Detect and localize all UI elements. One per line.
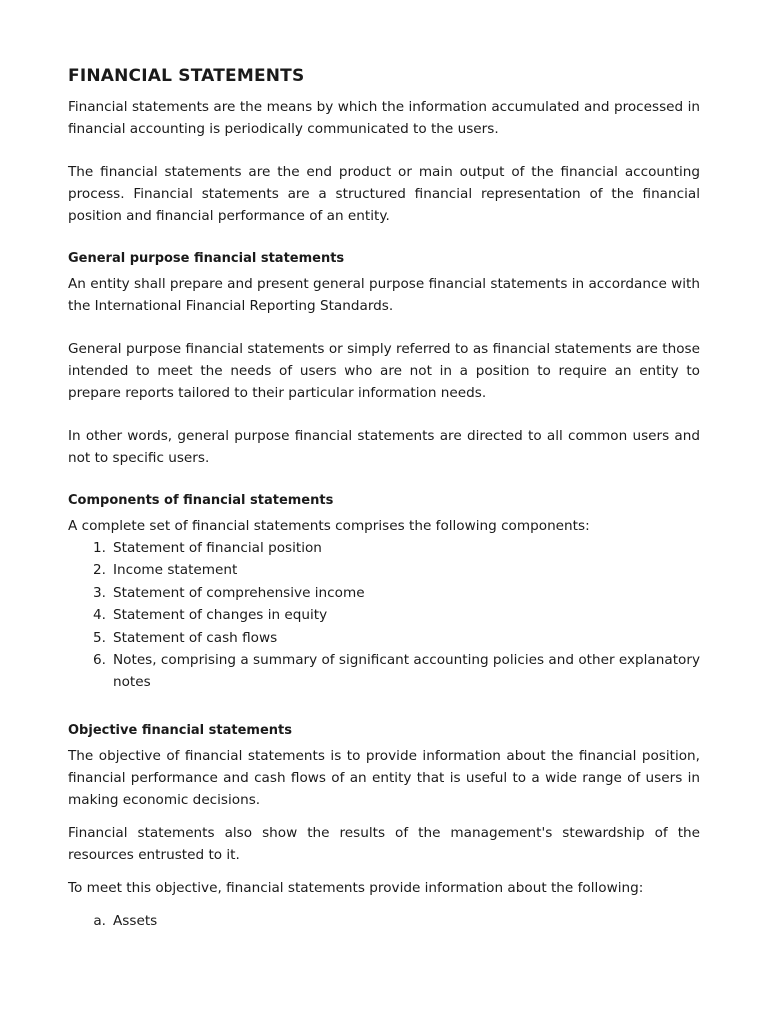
- list-item-number: 4.: [93, 607, 106, 624]
- general-purpose-paragraph-2: General purpose financial statements or simply referred to as financial statements are those intended to meet the needs of users who are not in a position to require an entity to prepare reports tailored to their particular information needs.: [68, 341, 700, 401]
- document-page: [68, 62, 700, 932]
- list-item-letter: a.: [93, 912, 106, 929]
- components-heading: Components of financial statements: [68, 493, 334, 508]
- list-item: [68, 582, 700, 604]
- general-purpose-heading: General purpose financial statements: [68, 251, 345, 266]
- general-purpose-paragraph-3: In other words, general purpose financial statements are directed to all common users and not to specific users.: [68, 428, 700, 466]
- objective-paragraph-3: To meet this objective, financial statements provide information about the following:: [68, 879, 644, 896]
- list-item: [68, 559, 700, 581]
- list-item: [68, 910, 700, 932]
- list-item-text: Notes, comprising a summary of significant accounting policies and other explanatory notes: [113, 652, 700, 691]
- intro-paragraph-1: Financial statements are the means by which the information accumulated and processed in financial accounting is periodically communicated to the users.: [68, 99, 700, 137]
- objective-paragraph-1: The objective of financial statements is to provide information about the financial position, financial performance and cash flows of an entity that is useful to a wide range of users in making economic decisions.: [68, 747, 700, 808]
- list-item-text: Income statement: [113, 562, 238, 579]
- list-item-number: 1.: [93, 540, 106, 556]
- list-item-text: Statement of financial position: [113, 540, 322, 556]
- list-item-text: Statement of changes in equity: [113, 607, 328, 624]
- list-item: [68, 537, 700, 559]
- document-title: FINANCIAL STATEMENTS: [68, 66, 305, 86]
- objective-paragraph-2: Financial statements also show the results of the management's stewardship of the resources entrusted to it.: [68, 824, 700, 863]
- intro-paragraph-2: The financial statements are the end product or main output of the financial accounting process. Financial statements are a structured financial representation of the financial position and financial performance of an entity.: [68, 164, 700, 224]
- components-list: [68, 537, 700, 694]
- general-purpose-paragraph-1: An entity shall prepare and present general purpose financial statements in accordance with the International Financial Reporting Standards.: [68, 276, 700, 314]
- list-item: [68, 649, 700, 694]
- components-lead: A complete set of financial statements comprises the following components:: [68, 518, 590, 534]
- list-item: [68, 604, 700, 626]
- objective-list: [68, 910, 700, 932]
- list-item-text: Assets: [113, 912, 158, 929]
- list-item-number: 5.: [93, 629, 106, 646]
- list-item-number: 3.: [93, 584, 106, 601]
- list-item-text: Statement of cash flows: [113, 629, 278, 646]
- list-item: [68, 627, 700, 649]
- objective-heading: Objective financial statements: [68, 722, 292, 738]
- list-item-number: 2.: [93, 562, 106, 579]
- list-item-number: 6.: [93, 652, 106, 669]
- list-item-text: Statement of comprehensive income: [113, 584, 365, 601]
